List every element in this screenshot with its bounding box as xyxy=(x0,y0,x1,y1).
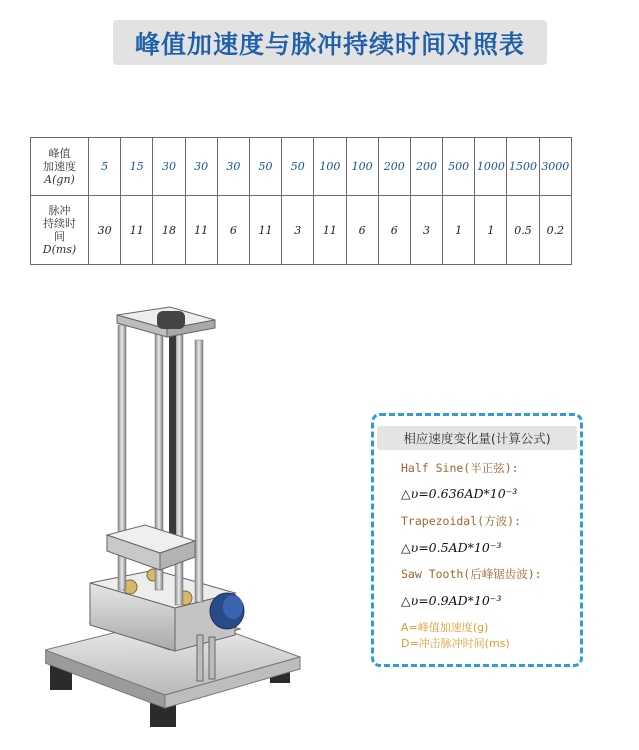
table-cell: 15 xyxy=(121,138,153,196)
note-acceleration: A=峰值加速度(g) xyxy=(401,621,489,634)
saw-tooth-label: Saw Tooth(后峰锯齿波): xyxy=(401,567,542,581)
trapezoidal-formula: △υ=0.5AD*10⁻³ xyxy=(401,540,502,555)
note-duration: D=冲击脉冲时间(ms) xyxy=(401,637,510,650)
table-cell: 1000 xyxy=(475,138,507,196)
duration-header-line: 脉冲 xyxy=(48,204,71,217)
table-cell: 50 xyxy=(249,138,281,196)
table-cell: 6 xyxy=(378,196,410,265)
table-cell: 11 xyxy=(249,196,281,265)
table-cell: 30 xyxy=(89,196,121,265)
table-cell: 11 xyxy=(185,196,217,265)
formula-heading: 相应速度变化量(计算公式) xyxy=(377,426,577,450)
title-banner xyxy=(113,20,547,65)
table-cell: 30 xyxy=(153,138,185,196)
table-cell: 3 xyxy=(282,196,314,265)
reference-table xyxy=(30,137,572,265)
saw-tooth-formula: △υ=0.9AD*10⁻³ xyxy=(401,593,502,608)
table-cell: 100 xyxy=(314,138,346,196)
table-cell: 100 xyxy=(346,138,378,196)
table-cell: 200 xyxy=(378,138,410,196)
duration-header-line: 持续时 xyxy=(43,217,76,230)
acceleration-header-line: 加速度 xyxy=(43,160,76,173)
table-cell: 200 xyxy=(410,138,442,196)
table-cell: 1 xyxy=(475,196,507,265)
acceleration-header-line: 峰值 xyxy=(48,147,71,160)
formula-box xyxy=(371,413,583,667)
table-cell: 11 xyxy=(314,196,346,265)
acceleration-header-unit: A(gn) xyxy=(44,173,75,186)
page-title: 峰值加速度与脉冲持续时间对照表 xyxy=(134,29,525,59)
table-cell: 30 xyxy=(217,138,249,196)
table-row-acceleration xyxy=(31,138,572,196)
table-cell: 11 xyxy=(121,196,153,265)
table-cell: 500 xyxy=(443,138,475,196)
shock-tester-illustration xyxy=(45,285,315,735)
table-cell: 3000 xyxy=(539,138,571,196)
acceleration-header-cell xyxy=(31,138,89,196)
table-cell: 30 xyxy=(185,138,217,196)
table-cell: 6 xyxy=(346,196,378,265)
table-cell: 1500 xyxy=(507,138,539,196)
table-cell: 5 xyxy=(89,138,121,196)
half-sine-formula: △υ=0.636AD*10⁻³ xyxy=(401,486,518,501)
table-cell: 0.2 xyxy=(539,196,571,265)
table-cell: 50 xyxy=(282,138,314,196)
table-cell: 3 xyxy=(410,196,442,265)
trapezoidal-label: Trapezoidal(方波): xyxy=(401,514,521,528)
table-cell: 18 xyxy=(153,196,185,265)
table-cell: 1 xyxy=(443,196,475,265)
table-row-duration xyxy=(31,196,572,265)
duration-header-unit: D(ms) xyxy=(42,243,77,256)
table-cell: 6 xyxy=(217,196,249,265)
table-cell: 0.5 xyxy=(507,196,539,265)
duration-header-line: 间 xyxy=(54,230,65,243)
half-sine-label: Half Sine(半正弦): xyxy=(401,461,519,475)
duration-header-cell xyxy=(31,196,89,265)
